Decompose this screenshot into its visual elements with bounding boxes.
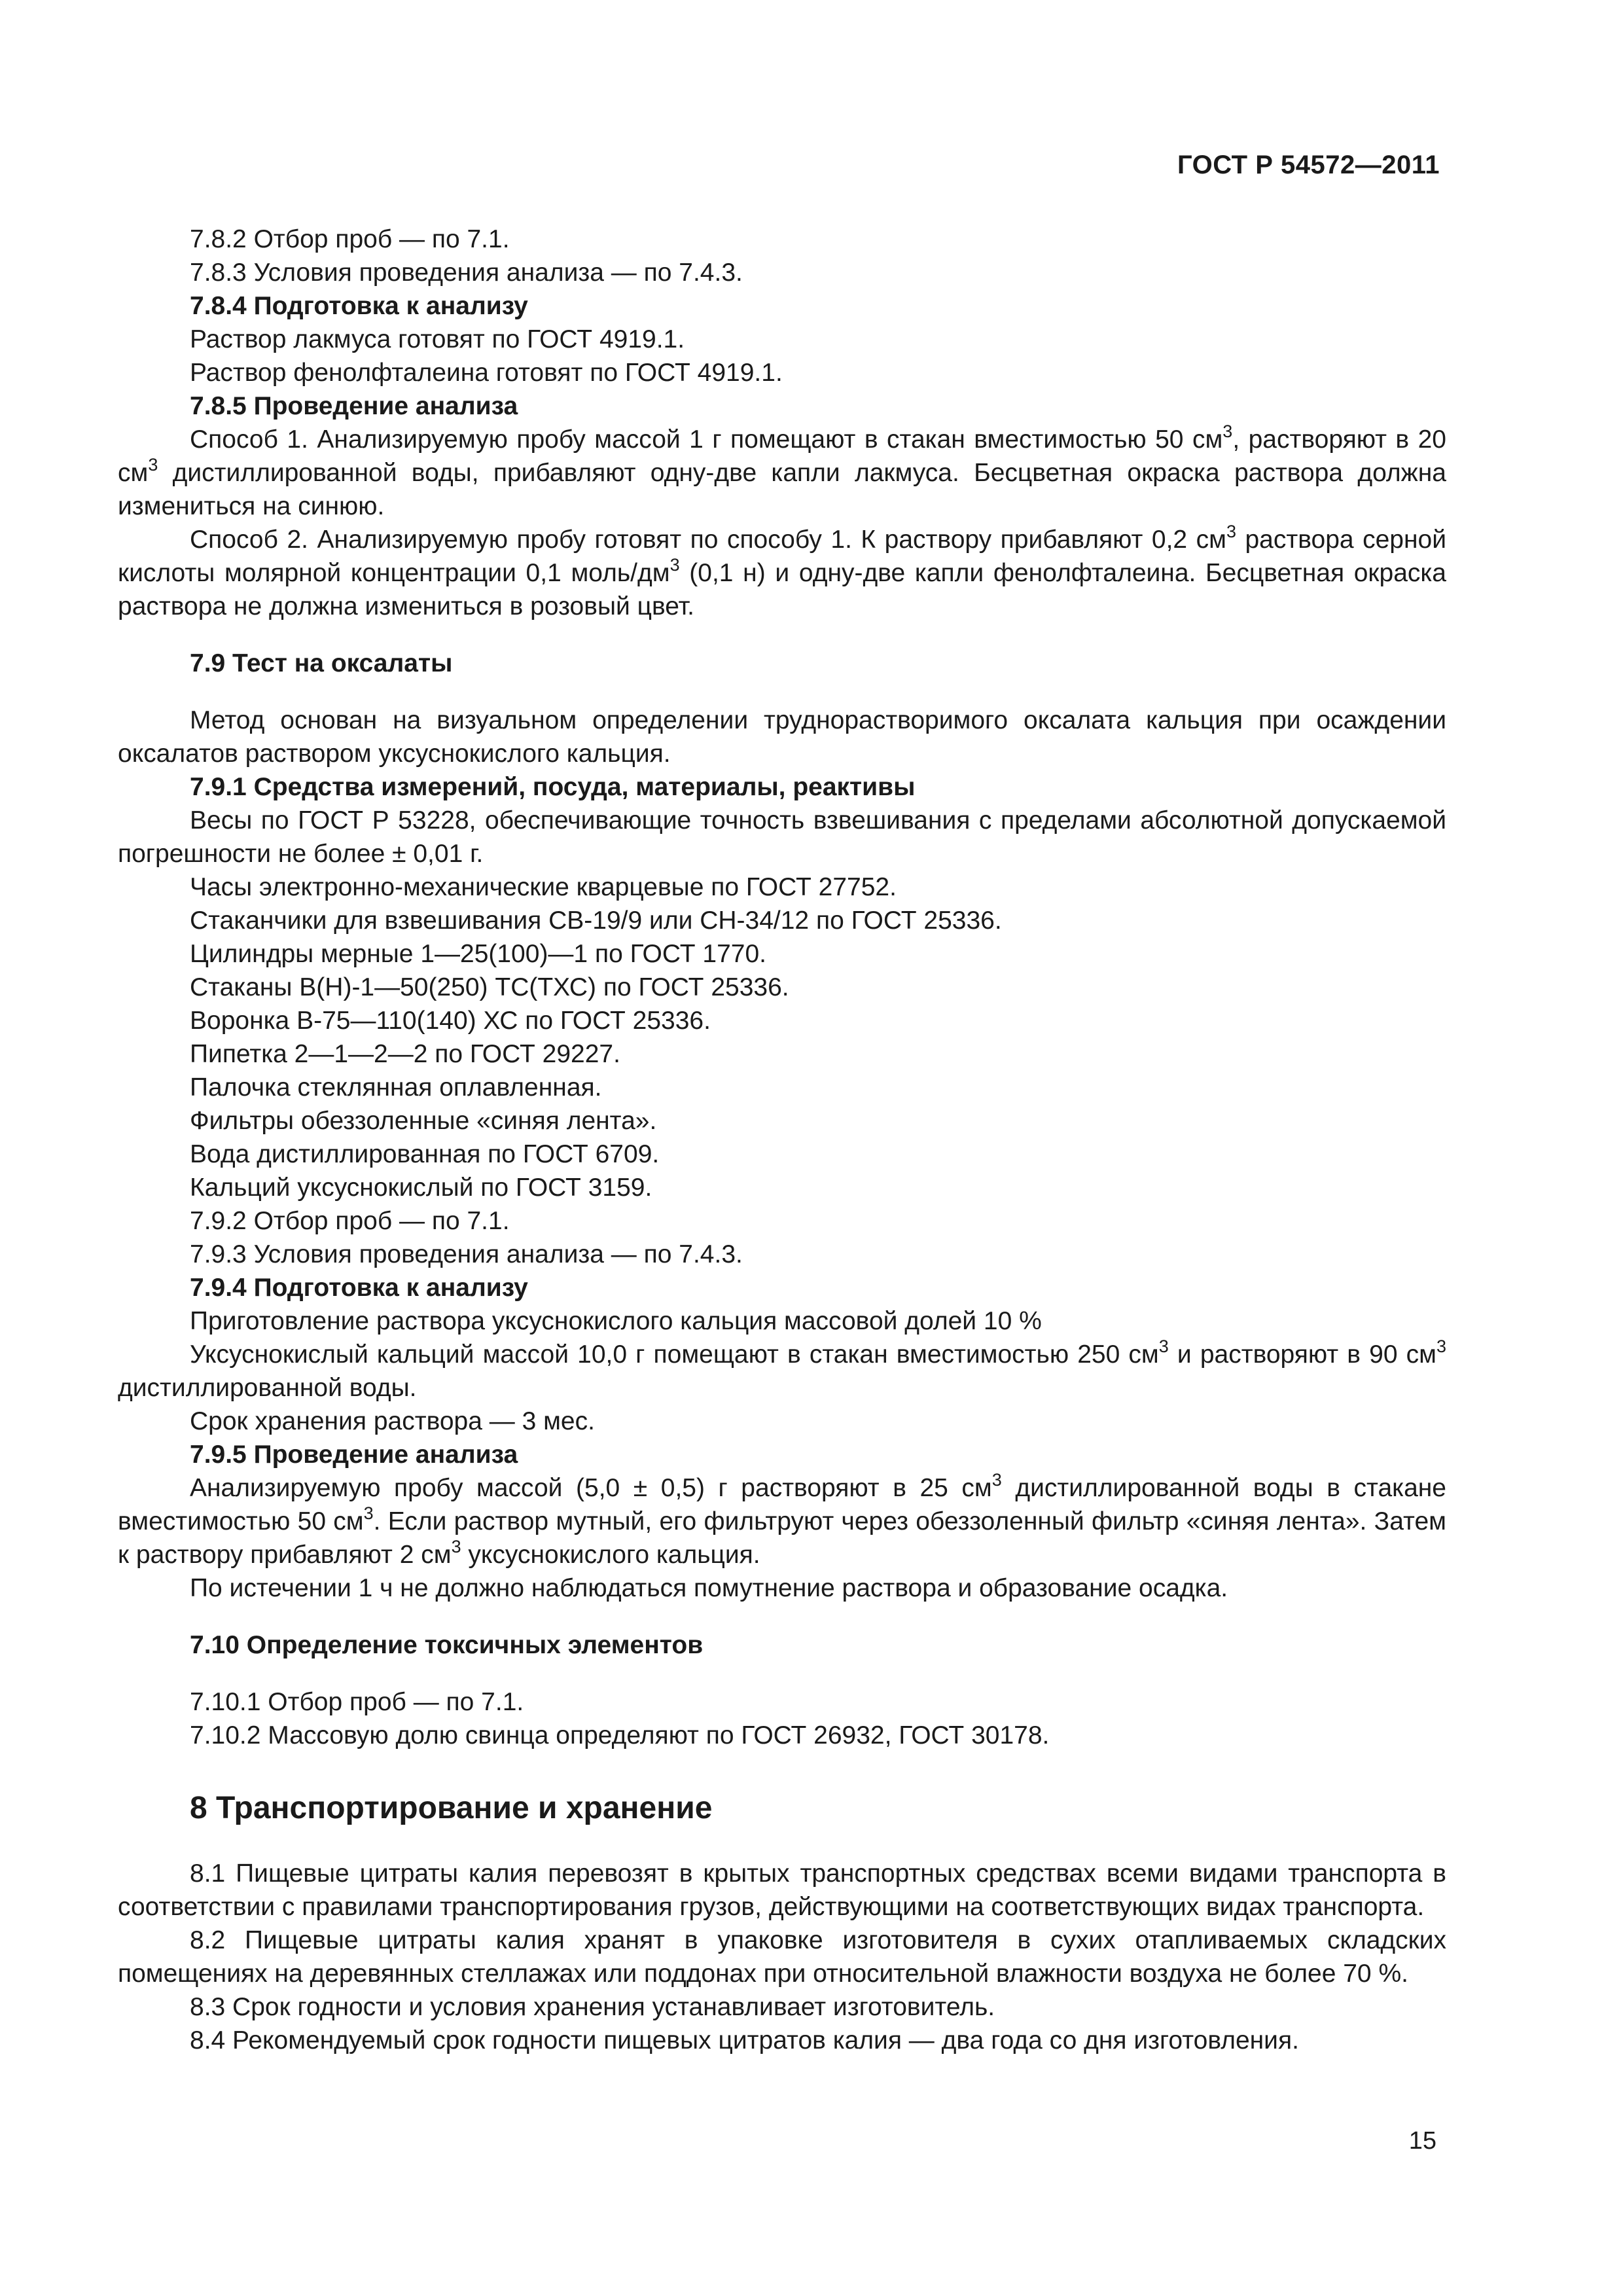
text-run: Анализируемую пробу массой (5,0 ± 0,5) г растворяют в 25 см (190, 1474, 992, 1502)
clause-heading: 7.8.5 Проведение анализа (190, 392, 518, 420)
paragraph: 8.3 Срок годности и условия хранения устанавливает изготовитель. (190, 1993, 995, 2021)
paragraph: Раствор фенолфталеина готовят по ГОСТ 4919.1. (190, 359, 783, 387)
text-run: Уксуснокислый кальций массой 10,0 г помещают в стакан вместимостью 250 см (190, 1340, 1159, 1369)
superscript: 3 (363, 1503, 374, 1523)
text-run: . Если раствор мутный, его фильтруют через обеззоленный фильтр «синяя лента». Затем к раствору прибавляют 2 см (118, 1507, 1446, 1569)
superscript: 3 (991, 1470, 1002, 1490)
paragraph: Часы электронно-механические кварцевые по ГОСТ 27752. (190, 873, 897, 901)
superscript: 3 (669, 555, 680, 575)
paragraph: 7.10.1 Отбор проб — по 7.1. (190, 1688, 524, 1716)
clause-heading: 7.9.4 Подготовка к анализу (190, 1274, 528, 1302)
paragraph (118, 1471, 1446, 1571)
text-run: дистиллированной воды, прибавляют одну-две капли лакмуса. Бесцветная окраска раствора должна измениться на синюю. (118, 459, 1446, 520)
paragraph: Стаканчики для взвешивания СВ-19/9 или СН-34/12 по ГОСТ 25336. (190, 906, 1002, 935)
text-run: , растворяют в 20 см (118, 425, 1447, 487)
paragraph (118, 1338, 1446, 1405)
paragraph: Метод основан на визуальном определении труднорастворимого оксалата кальция при осаждении оксалатов раствором уксуснокислого кальция. (118, 706, 1446, 768)
paragraph: Воронка В-75—110(140) ХС по ГОСТ 25336. (190, 1007, 711, 1035)
text-run: дистиллированной воды в стакане вместимостью 50 см (118, 1474, 1446, 1535)
clause-heading: 7.9.5 Проведение анализа (190, 1441, 518, 1469)
text-run: дистиллированной воды. (118, 1374, 417, 1402)
paragraph: Фильтры обеззоленные «синяя лента». (190, 1107, 657, 1135)
document-header: ГОСТ Р 54572—2011 (1177, 151, 1440, 179)
text-run: и растворяют в 90 см (1168, 1340, 1436, 1369)
superscript: 3 (451, 1537, 461, 1556)
page-number: 15 (1408, 2127, 1436, 2155)
paragraph: Цилиндры мерные 1—25(100)—1 по ГОСТ 1770. (190, 940, 766, 968)
superscript: 3 (148, 455, 158, 475)
paragraph: 8.4 Рекомендуемый срок годности пищевых цитратов калия — два года со дня изготовления. (190, 2026, 1299, 2054)
superscript: 3 (1222, 422, 1233, 441)
text-run: Способ 1. Анализируемую пробу массой 1 г помещают в стакан вместимостью 50 см (190, 425, 1223, 454)
superscript: 3 (1226, 522, 1236, 541)
subsection-heading: 7.10 Определение токсичных элементов (190, 1631, 704, 1659)
text-run: Способ 2. Анализируемую пробу готовят по способу 1. К раствору прибавляют 0,2 см (190, 526, 1226, 554)
paragraph: Стаканы В(Н)-1—50(250) ТС(ТХС) по ГОСТ 25336. (190, 973, 789, 1001)
paragraph: 8.2 Пищевые цитраты калия хранят в упаковке изготовителя в сухих отапливаемых складских помещениях на деревянных стеллажах или поддонах при относительной влажности воздуха не более 70 %. (118, 1926, 1446, 1988)
paragraph: 7.10.2 Массовую долю свинца определяют по ГОСТ 26932, ГОСТ 30178. (190, 1721, 1050, 1749)
paragraph: 7.9.3 Условия проведения анализа — по 7.4.3. (190, 1240, 743, 1268)
paragraph: Приготовление раствора уксуснокислого кальция массовой долей 10 % (190, 1307, 1042, 1335)
document-body (118, 223, 1446, 2057)
paragraph (118, 423, 1446, 523)
paragraph: Срок хранения раствора — 3 мес. (190, 1407, 595, 1435)
paragraph: Раствор лакмуса готовят по ГОСТ 4919.1. (190, 325, 685, 353)
superscript: 3 (1436, 1336, 1446, 1356)
clause-heading: 7.9.1 Средства измерений, посуда, материалы, реактивы (190, 773, 916, 801)
paragraph: Весы по ГОСТ Р 53228, обеспечивающие точность взвешивания с пределами абсолютной допускаемой погрешности не более ± 0,01 г. (118, 806, 1446, 868)
paragraph (118, 523, 1446, 623)
paragraph: 8.1 Пищевые цитраты калия перевозят в крытых транспортных средствах всеми видами транспорта в соответствии с правилами транспортирования грузов, действующими на соответствующих видах транспорта. (118, 1859, 1446, 1921)
paragraph: По истечении 1 ч не должно наблюдаться помутнение раствора и образование осадка. (190, 1574, 1228, 1602)
paragraph: 7.8.3 Условия проведения анализа — по 7.4.3. (190, 259, 743, 287)
paragraph: Пипетка 2—1—2—2 по ГОСТ 29227. (190, 1040, 620, 1068)
paragraph: Палочка стеклянная оплавленная. (190, 1073, 602, 1102)
paragraph: Вода дистиллированная по ГОСТ 6709. (190, 1140, 660, 1168)
paragraph: 7.8.2 Отбор проб — по 7.1. (190, 225, 510, 253)
superscript: 3 (1158, 1336, 1169, 1356)
subsection-heading: 7.9 Тест на оксалаты (190, 649, 453, 677)
text-run: (0,1 н) и одну-две капли фенолфталеина. Бесцветная окраска раствора не должна измениться в розовый цвет. (118, 559, 1446, 620)
paragraph: Кальций уксуснокислый по ГОСТ 3159. (190, 1174, 652, 1202)
text-run: раствора серной кислоты молярной концентрации 0,1 моль/дм (118, 526, 1447, 587)
text-run: уксуснокислого кальция. (461, 1541, 760, 1569)
paragraph: 7.9.2 Отбор проб — по 7.1. (190, 1207, 510, 1235)
clause-heading: 7.8.4 Подготовка к анализу (190, 292, 528, 320)
section-heading: 8 Транспортирование и хранение (190, 1791, 713, 1825)
